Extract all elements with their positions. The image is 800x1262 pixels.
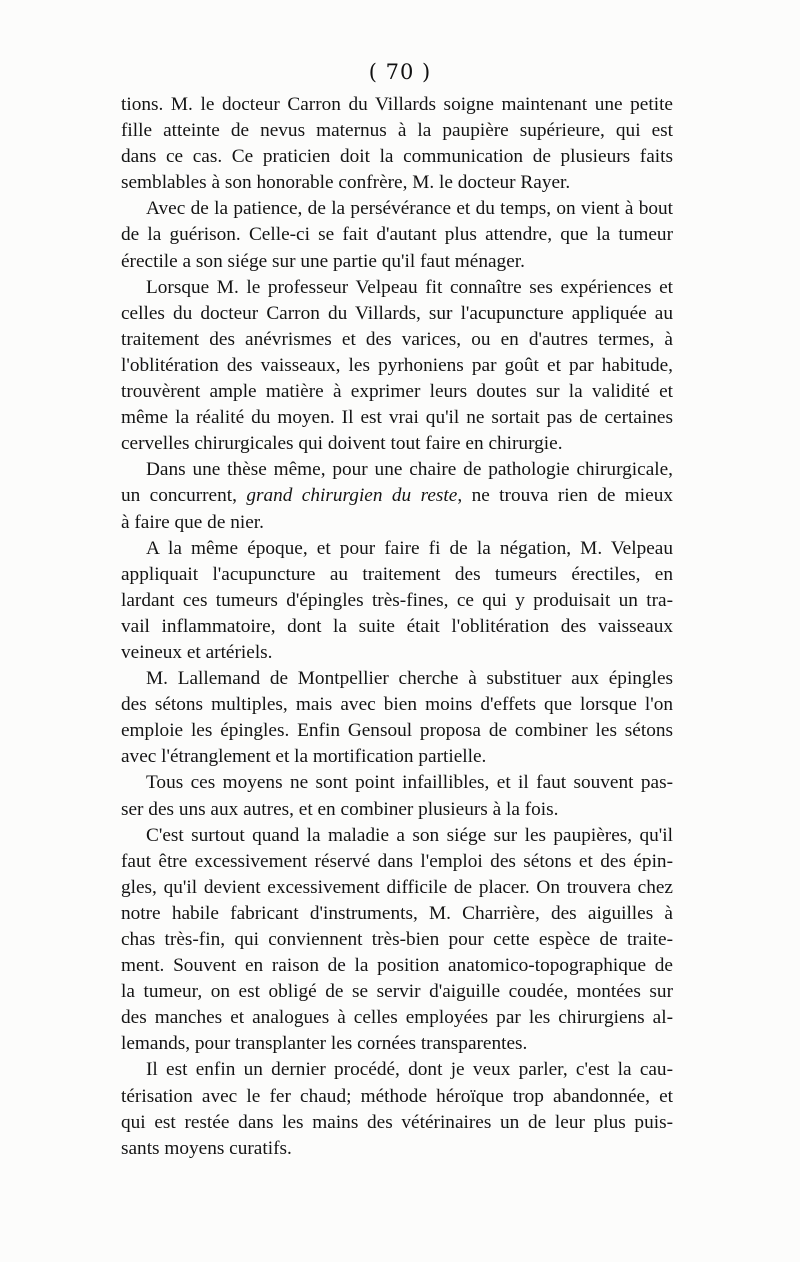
text-line: Il est enfin un dernier procédé, dont je veux parler, c'est la cau-	[146, 1059, 673, 1081]
text-line: faut être excessivement réservé dans l'emploi des sétons et des épin-	[121, 850, 673, 872]
text-line: chas très-fin, qui conviennent très-bien pour cette espèce de traite-	[121, 929, 673, 950]
text-line: lemands, pour transplanter les cornées transparentes.	[121, 1033, 528, 1055]
text-line: sants moyens curatifs.	[121, 1137, 292, 1159]
paragraph	[121, 457, 673, 535]
text-line: cervelles chirurgicales qui doivent tout faire en chirurgie.	[121, 433, 563, 455]
text-line: même la réalité du moyen. Il est vrai qu'il ne sortait pas de certaines	[121, 407, 673, 429]
text-line: A la même époque, et pour faire fi de la négation, M. Velpeau	[146, 537, 673, 559]
text-line: dans ce cas. Ce praticien doit la communication de plusieurs faits	[121, 146, 673, 168]
paragraph	[121, 275, 673, 458]
text-line: traitement des anévrismes et des varices, ou en d'autres termes, à	[121, 328, 673, 350]
text-line: trouvèrent ample matière à exprimer leurs doutes sur la validité et	[121, 381, 673, 403]
text-line: veineux et artériels.	[121, 641, 273, 663]
text-line: notre habile fabricant d'instruments, M. Charrière, des aiguilles à	[121, 902, 673, 924]
text-line: gles, qu'il devient excessivement difficile de placer. On trouvera chez	[121, 876, 673, 898]
italic-phrase: grand chirurgien du reste	[246, 485, 458, 507]
text-line: l'oblitération des vaisseaux, les pyrhoniens par goût et par habitude,	[121, 354, 673, 376]
paragraph	[121, 666, 673, 770]
text-line: Dans une thèse même, pour une chaire de pathologie chirurgicale,	[146, 459, 673, 481]
text-line: celles du docteur Carron du Villards, sur l'acupuncture appliquée au	[121, 302, 673, 324]
page-number: ( 70 )	[368, 60, 432, 84]
text-line: à faire que de nier.	[121, 511, 264, 533]
text-line: semblables à son honorable confrère, M. le docteur Rayer.	[121, 172, 571, 194]
paragraph	[121, 536, 673, 666]
text-line: la tumeur, on est obligé de se servir d'aiguille coudée, montées sur	[121, 981, 673, 1003]
text-line: tions. M. le docteur Carron du Villards soigne maintenant une petite	[121, 94, 673, 115]
text-line: des manches et analogues à celles employées par les chirurgiens al-	[121, 1007, 673, 1029]
paragraph	[121, 196, 673, 274]
text-line: qui est restée dans les mains des vétérinaires un de leur plus puis-	[121, 1111, 673, 1133]
text-line: des sétons multiples, mais avec bien moins d'effets que lorsque l'on	[121, 694, 673, 716]
paragraph	[121, 823, 673, 1058]
text-line: vail inflammatoire, dont la suite était l'oblitération des vaisseaux	[121, 615, 673, 637]
text-line: appliquait l'acupuncture au traitement des tumeurs érectiles, en	[121, 563, 673, 585]
text-line: emploie les épingles. Enfin Gensoul proposa de combiner les sétons	[121, 720, 673, 742]
text-line: avec l'étranglement et la mortification partielle.	[121, 746, 487, 768]
text-line: érectile a son siége sur une partie qu'il faut ménager.	[121, 250, 525, 272]
text-line: fille atteinte de nevus maternus à la paupière supérieure, qui est	[121, 120, 673, 142]
text-line: ser des uns aux autres, et en combiner plusieurs à la fois.	[121, 798, 559, 820]
text-line: ment. Souvent en raison de la position anatomico-topographique de	[121, 955, 673, 977]
text-line: C'est surtout quand la maladie a son siége sur les paupières, qu'il	[146, 824, 673, 846]
text-line: un concurrent, grand chirurgien du reste, ne trouva rien de mieux	[121, 485, 673, 507]
body-text	[121, 92, 673, 1162]
text-line: térisation avec le fer chaud; méthode héroïque trop abandonnée, et	[121, 1085, 673, 1107]
paragraph	[121, 92, 673, 196]
text-line: Tous ces moyens ne sont point infaillibles, et il faut souvent pas-	[146, 772, 673, 794]
paragraph	[121, 770, 673, 822]
text-line: Avec de la patience, de la persévérance et du temps, on vient à bout	[146, 198, 673, 220]
text-line: de la guérison. Celle-ci se fait d'autant plus attendre, que la tumeur	[121, 224, 673, 246]
text-line: Lorsque M. le professeur Velpeau fit connaître ses expériences et	[146, 276, 673, 298]
text-line: lardant ces tumeurs d'épingles très-fines, ce qui y produisait un tra-	[121, 589, 673, 611]
paragraph	[121, 1057, 673, 1161]
text-line: M. Lallemand de Montpellier cherche à substituer aux épingles	[146, 668, 673, 690]
